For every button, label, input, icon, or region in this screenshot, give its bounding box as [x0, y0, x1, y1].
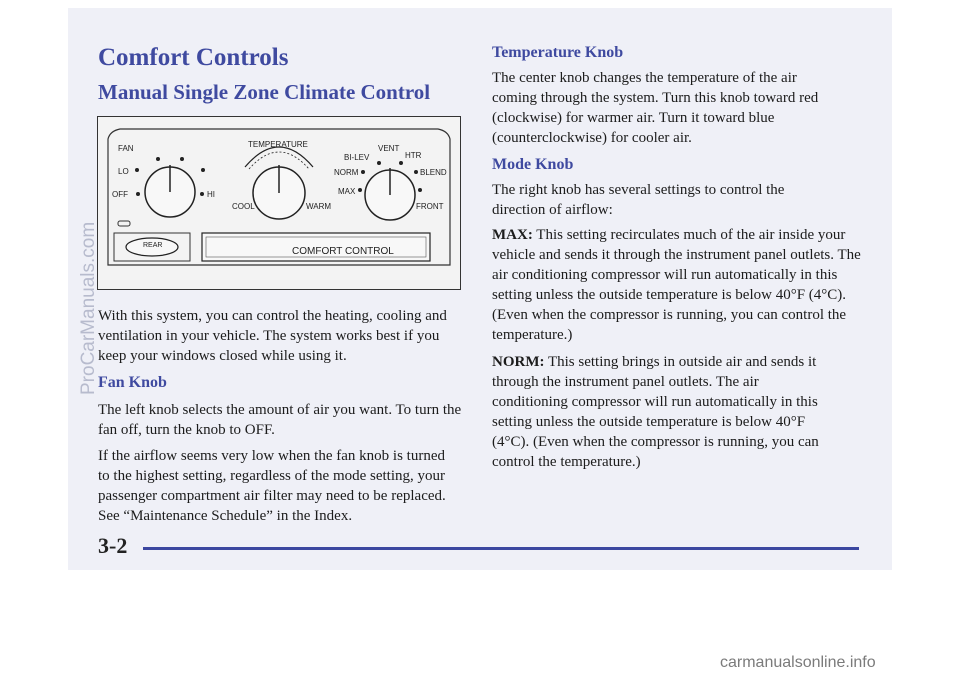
mode-knob [358, 161, 422, 220]
blend-label: BLEND [420, 168, 447, 177]
fan-lo-label: LO [118, 167, 129, 176]
temperature-label: TEMPERATURE [248, 140, 308, 149]
max-setting-paragraph [492, 225, 867, 345]
rear-button-label: REAR [143, 242, 163, 249]
norm-term: NORM: [492, 354, 545, 370]
fan-paragraph-1: The left knob selects the amount of air you want. To turn the fan off, turn the knob to OFF. [98, 402, 462, 438]
fan-off-label: OFF [112, 190, 128, 199]
fan-knob [135, 157, 205, 217]
display-text: COMFORT CONTROL [292, 246, 394, 257]
vent-label: VENT [378, 144, 400, 153]
climate-control-illustration [97, 116, 461, 290]
front-label: FRONT [416, 202, 444, 211]
bilev-label: BI-LEV [344, 153, 370, 162]
page-title: Comfort Controls [98, 44, 289, 71]
warm-label: WARM [306, 202, 332, 211]
norm-description: This setting brings in outside air and sends it through the instrument panel outlets. The air conditioning compressor will run automatically in this setting unless the outside temperature is below 40°F (4°C). (Even when the compressor is running, you can control the temperature.) [492, 354, 819, 470]
bottom-watermark: carmanualsonline.info [720, 654, 876, 671]
max-description: This setting recirculates much of the air inside your vehicle and sends it through the instrument panel outlets. The air conditioning compressor will run automatically in this setting unless the outside temperature is below 40°F (4°C). (Even when the compressor is running, you can control the temperature.) [492, 227, 861, 343]
max-label: MAX [338, 187, 356, 196]
footer-rule [143, 547, 859, 550]
norm-label: NORM [334, 168, 359, 177]
mode-paragraph: The right knob has several settings to control the direction of airflow: [492, 182, 785, 218]
mode-knob-heading: Mode Knob [492, 156, 574, 173]
page-number: 3-2 [98, 533, 128, 558]
cool-label: COOL [232, 202, 255, 211]
temperature-paragraph: The center knob changes the temperature of the air coming through the system. Turn this knob toward red (clockwise) for warmer air. Turn it toward blue (counterclockwise) for cooler air. [492, 70, 819, 146]
htr-label: HTR [405, 151, 422, 160]
temperature-knob-heading: Temperature Knob [492, 44, 624, 61]
temperature-knob [245, 147, 313, 219]
intro-paragraph: With this system, you can control the heating, cooling and ventilation in your vehicle. The system works best if you keep your windows closed while using it. [98, 308, 447, 364]
fan-hi-label: HI [207, 190, 215, 199]
fan-label: FAN [118, 144, 134, 153]
norm-setting-paragraph [492, 352, 837, 472]
side-watermark: ProCarManuals.com [78, 221, 99, 395]
section-title: Manual Single Zone Climate Control [98, 80, 431, 104]
max-term: MAX: [492, 227, 533, 243]
fan-knob-heading: Fan Knob [98, 374, 167, 391]
fan-paragraph-2: If the airflow seems very low when the fan knob is turned to the highest setting, regardless of the mode setting, your passenger compartment air filter may need to be replaced. See “Maintenance Schedule” in the Index. [98, 448, 446, 524]
